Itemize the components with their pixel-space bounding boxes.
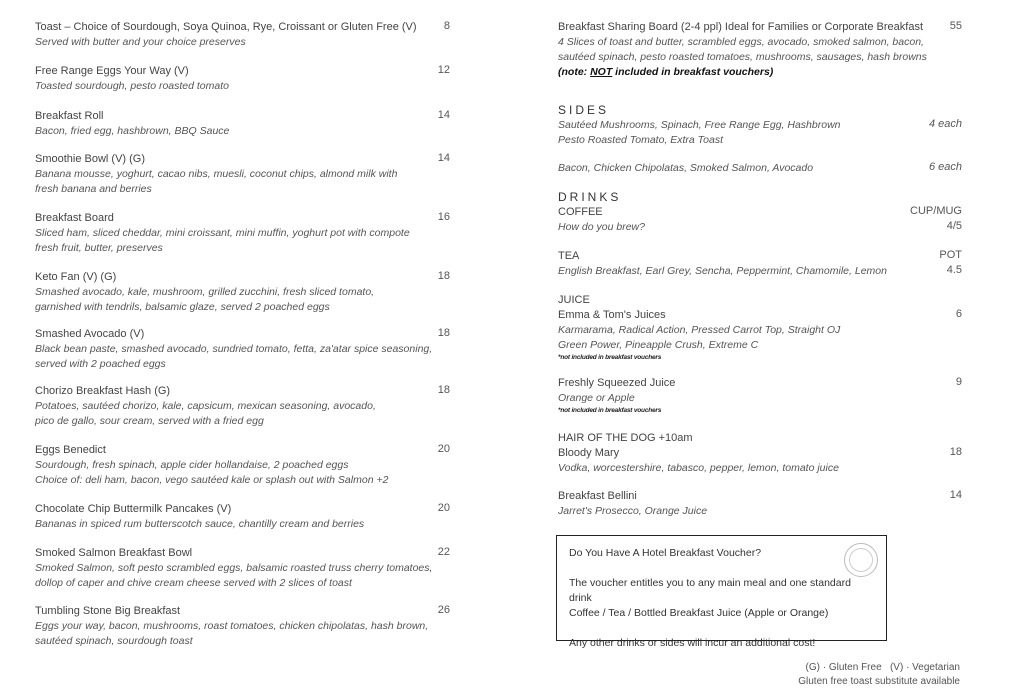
item-description: Jarret's Prosecco, Orange Juice bbox=[558, 505, 708, 517]
item-name: Toast – Choice of Sourdough, Soya Quinoa, Rye, Croissant or Gluten Free (V) bbox=[35, 21, 417, 33]
item-price: 18 bbox=[949, 446, 962, 458]
voucher-title: Do You Have A Hotel Breakfast Voucher? bbox=[569, 547, 762, 559]
item-description: Smoked Salmon, soft pesto scrambled eggs, balsamic roasted truss cherry tomatoes, bbox=[35, 562, 433, 574]
voucher-exclusion-note: *not included in breakfast vouchers bbox=[558, 354, 662, 361]
sharing-board bbox=[558, 20, 962, 80]
item-description: Bananas in spiced rum butterscotch sauce, chantilly cream and berries bbox=[35, 518, 365, 530]
item-name: Smashed Avocado (V) bbox=[35, 328, 145, 340]
item-subname: Emma & Tom's Juices bbox=[558, 309, 666, 321]
menu-item bbox=[35, 384, 465, 429]
item-name: Freshly Squeezed Juice bbox=[558, 377, 676, 389]
logo-stamp-icon bbox=[844, 543, 878, 577]
menu-item bbox=[35, 64, 465, 94]
drink-tea bbox=[558, 249, 962, 279]
item-description: served with 2 poached eggs bbox=[35, 358, 166, 370]
item-price: 6 bbox=[955, 308, 962, 320]
drinks-heading: DRINKS bbox=[558, 190, 622, 204]
item-description: Banana mousse, yoghurt, cacao nibs, muesli, coconut chips, almond milk with bbox=[35, 168, 398, 180]
item-price: 4.5 bbox=[946, 264, 962, 276]
item-description: sautéed spinach, sourdough toast bbox=[35, 635, 193, 647]
item-price: 20 bbox=[437, 443, 450, 455]
drink-bellini bbox=[558, 489, 962, 519]
item-price: 12 bbox=[437, 64, 450, 76]
item-name: Breakfast Sharing Board (2-4 ppl) Ideal for Families or Corporate Breakfast bbox=[558, 21, 923, 33]
item-name: Tumbling Stone Big Breakfast bbox=[35, 605, 181, 617]
item-description: pico de gallo, sour cream, served with a fried egg bbox=[35, 415, 264, 427]
item-description: Served with butter and your choice preserves bbox=[35, 36, 246, 48]
item-price: 18 bbox=[437, 270, 450, 282]
menu-item bbox=[35, 327, 465, 372]
item-name: HAIR OF THE DOG +10am bbox=[558, 432, 693, 444]
size-label: CUP/MUG bbox=[910, 205, 962, 217]
menu-item bbox=[35, 270, 465, 315]
item-name: Eggs Benedict bbox=[35, 444, 106, 456]
item-price: 26 bbox=[437, 604, 450, 616]
item-name: Chorizo Breakfast Hash (G) bbox=[35, 385, 171, 397]
item-description: Green Power, Pineapple Crush, Extreme C bbox=[558, 339, 759, 351]
voucher-line: The voucher entitles you to any main meal and one standard drink bbox=[569, 577, 851, 604]
menu-item bbox=[35, 211, 465, 256]
item-price: 16 bbox=[437, 211, 450, 223]
item-description: Eggs your way, bacon, mushrooms, roast tomatoes, chicken chipolatas, hash brown, bbox=[35, 620, 429, 632]
drink-hair-of-the-dog bbox=[558, 431, 962, 476]
sides-heading: SIDES bbox=[558, 103, 610, 117]
item-description: Smashed avocado, kale, mushroom, grilled zucchini, fresh sliced tomato, bbox=[35, 286, 375, 298]
item-description: Sliced ham, sliced cheddar, mini croissant, mini muffin, yoghurt pot with compote bbox=[35, 227, 410, 239]
item-description: Choice of: deli ham, bacon, vego sautéed kale or splash out with Salmon +2 bbox=[35, 474, 389, 486]
voucher-info-box bbox=[556, 535, 887, 649]
sides-group bbox=[558, 161, 962, 176]
dietary-legend: (G) · Gluten Free (V) · Vegetarian bbox=[805, 662, 960, 673]
item-description: Bacon, fried egg, hashbrown, BBQ Sauce bbox=[35, 125, 230, 137]
item-name: Breakfast Bellini bbox=[558, 490, 637, 502]
item-description: Bacon, Chicken Chipolatas, Smoked Salmon, Avocado bbox=[558, 162, 814, 174]
footer-legend bbox=[798, 661, 960, 689]
menu-item bbox=[35, 502, 465, 532]
menu-item bbox=[35, 109, 465, 139]
item-price: 4 each bbox=[928, 118, 962, 130]
item-price: 14 bbox=[437, 109, 450, 121]
voucher-line: Any other drinks or sides will incur an additional cost! bbox=[569, 637, 816, 649]
menu-item bbox=[35, 152, 465, 197]
item-name: Breakfast Roll bbox=[35, 110, 104, 122]
voucher-exclusion-note: *not included in breakfast vouchers bbox=[558, 407, 662, 414]
item-name: JUICE bbox=[558, 294, 590, 306]
item-price: 18 bbox=[437, 327, 450, 339]
drink-coffee bbox=[558, 205, 962, 235]
drink-juice bbox=[558, 293, 962, 362]
voucher-exclusion-note: (note: NOT included in breakfast vouchers) bbox=[558, 66, 774, 78]
item-description: garnished with tendrils, balsamic glaze, served 2 poached eggs bbox=[35, 301, 330, 313]
menu-item bbox=[35, 20, 465, 50]
item-price: 55 bbox=[949, 20, 962, 32]
item-description: fresh banana and berries bbox=[35, 183, 152, 195]
item-description: How do you brew? bbox=[558, 221, 645, 233]
item-description: fresh fruit, butter, preserves bbox=[35, 242, 163, 254]
gluten-free-note: Gluten free toast substitute available bbox=[798, 676, 960, 687]
menu-item bbox=[35, 443, 465, 488]
item-description: Potatoes, sautéed chorizo, kale, capsicum, mexican seasoning, avocado, bbox=[35, 400, 376, 412]
item-description: Toasted sourdough, pesto roasted tomato bbox=[35, 80, 229, 92]
item-subname: Bloody Mary bbox=[558, 447, 620, 459]
voucher-line: Coffee / Tea / Bottled Breakfast Juice (Apple or Orange) bbox=[569, 607, 829, 619]
item-price: 20 bbox=[437, 502, 450, 514]
item-description: sautéed spinach, pesto roasted tomatoes, mushrooms, sausages, hash browns bbox=[558, 51, 927, 63]
item-price: 14 bbox=[437, 152, 450, 164]
item-description: Karmarama, Radical Action, Pressed Carrot Top, Straight OJ bbox=[558, 324, 841, 336]
item-description: Pesto Roasted Tomato, Extra Toast bbox=[558, 134, 723, 146]
item-description: 4 Slices of toast and butter, scrambled eggs, avocado, smoked salmon, bacon, bbox=[558, 36, 924, 48]
item-price: 14 bbox=[949, 489, 962, 501]
item-price: 22 bbox=[437, 546, 450, 558]
item-name: Breakfast Board bbox=[35, 212, 114, 224]
item-name: Chocolate Chip Buttermilk Pancakes (V) bbox=[35, 503, 232, 515]
item-name: Smoothie Bowl (V) (G) bbox=[35, 153, 146, 165]
item-price: 4/5 bbox=[946, 220, 962, 232]
item-price: 8 bbox=[443, 20, 450, 32]
item-price: 9 bbox=[955, 376, 962, 388]
menu-item bbox=[35, 546, 465, 591]
sides-group bbox=[558, 118, 962, 148]
item-description: Black bean paste, smashed avocado, sundried tomato, fetta, za'atar spice seasoning, bbox=[35, 343, 433, 355]
item-name: COFFEE bbox=[558, 206, 603, 218]
drink-fresh-juice bbox=[558, 376, 962, 415]
item-name: Free Range Eggs Your Way (V) bbox=[35, 65, 189, 77]
item-name: TEA bbox=[558, 250, 580, 262]
item-name: Smoked Salmon Breakfast Bowl bbox=[35, 547, 193, 559]
item-description: dollop of caper and chive cream cheese served with 2 slices of toast bbox=[35, 577, 352, 589]
menu-item bbox=[35, 604, 465, 649]
item-description: Orange or Apple bbox=[558, 392, 635, 404]
item-description: English Breakfast, Earl Grey, Sencha, Peppermint, Chamomile, Lemon bbox=[558, 265, 887, 277]
item-description: Sourdough, fresh spinach, apple cider hollandaise, 2 poached eggs bbox=[35, 459, 349, 471]
item-description: Sautéed Mushrooms, Spinach, Free Range Egg, Hashbrown bbox=[558, 119, 841, 131]
item-price: 6 each bbox=[928, 161, 962, 173]
item-price: 18 bbox=[437, 384, 450, 396]
item-name: Keto Fan (V) (G) bbox=[35, 271, 117, 283]
item-description: Vodka, worcestershire, tabasco, pepper, lemon, tomato juice bbox=[558, 462, 839, 474]
size-label: POT bbox=[939, 249, 962, 261]
